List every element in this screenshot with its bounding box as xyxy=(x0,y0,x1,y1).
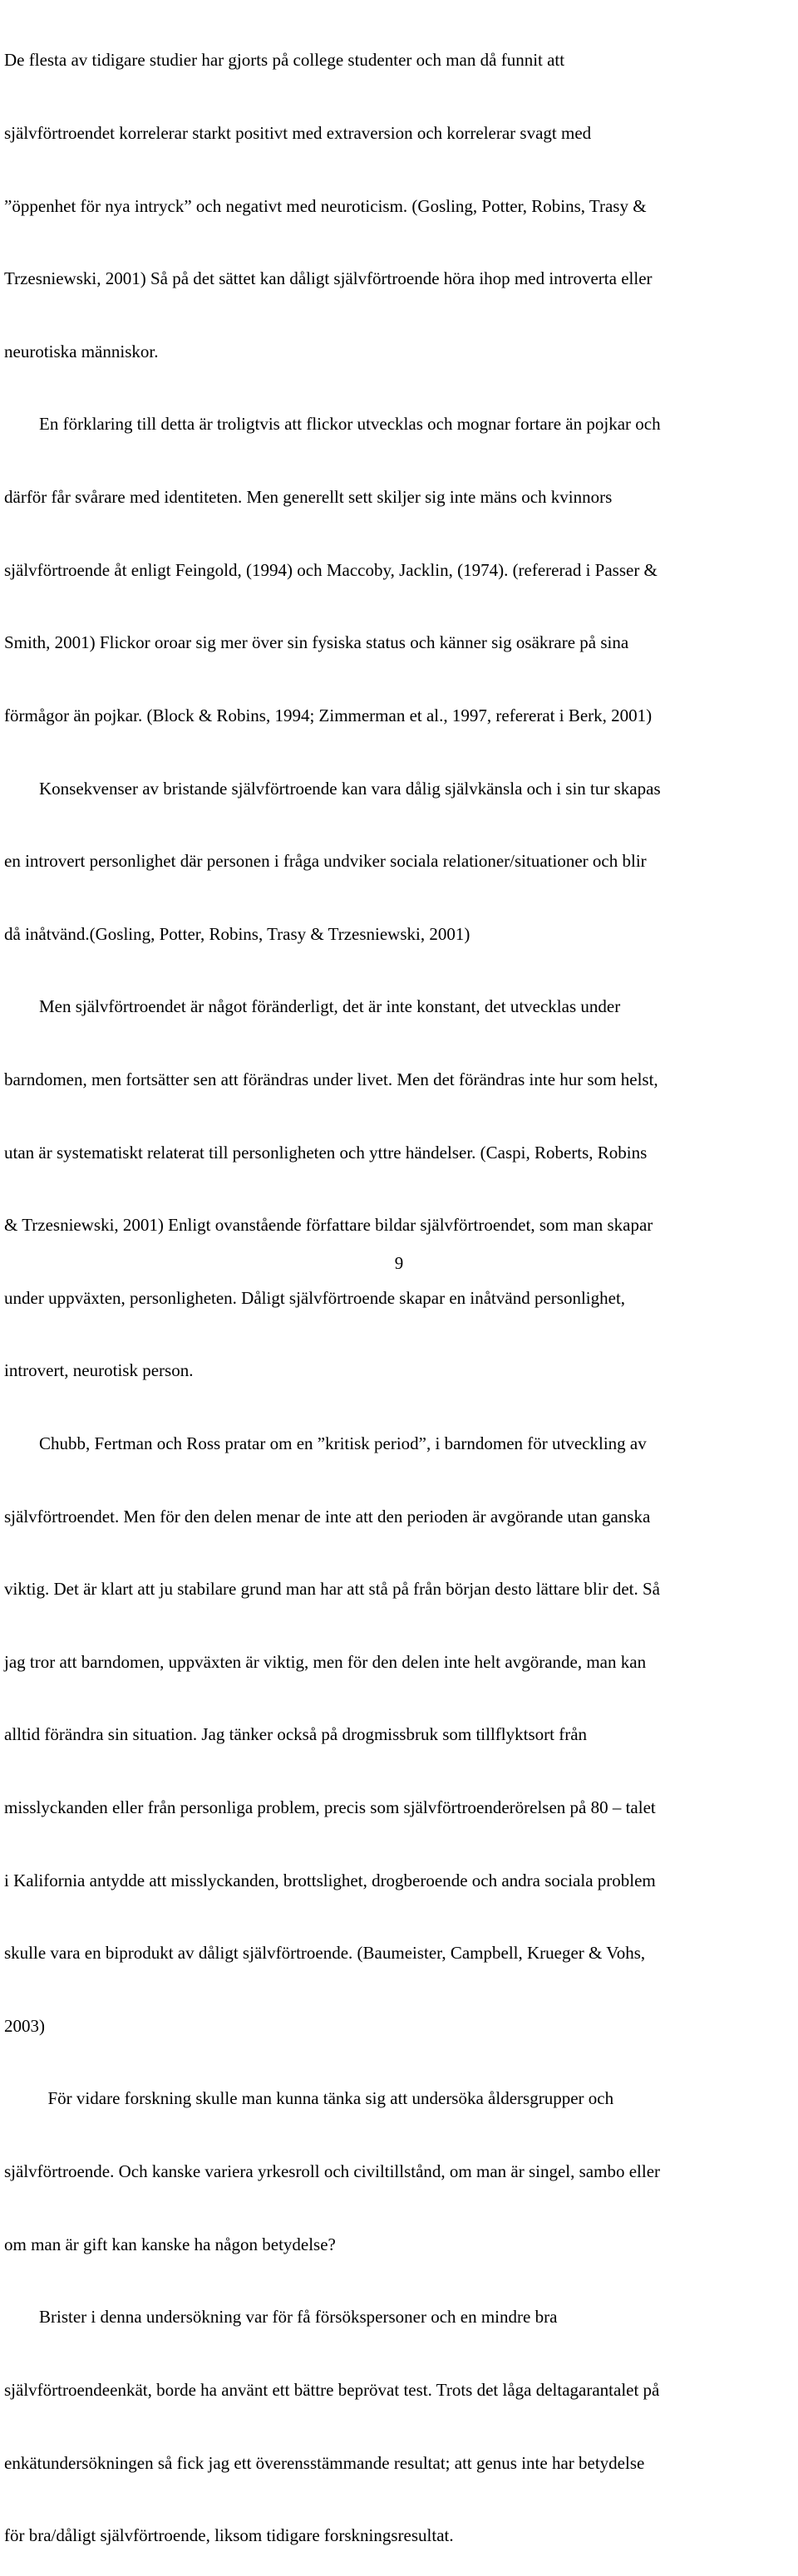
text-line: misslyckanden eller från personliga problem, precis som självförtroenderörelsen på 80 – talet xyxy=(4,1797,656,1818)
text-line: då inåtvänd.(Gosling, Potter, Robins, Trasy & Trzesniewski, 2001) xyxy=(4,923,470,944)
page-number: 9 xyxy=(394,1253,404,1273)
text-line: viktig. Det är klart att ju stabilare grund man har att stå på från början desto lättare blir det. Så xyxy=(4,1579,660,1600)
text-line: & Trzesniewski, 2001) Enligt ovanstående författare bildar självförtroendet, som man skapar xyxy=(4,1215,653,1236)
text-line: självförtroendet. Men för den delen menar de inte att den perioden är avgörande utan ganska xyxy=(4,1506,651,1526)
text-line: Konsekvenser av bristande självförtroende kan vara dålig självkänsla och i sin tur skapas xyxy=(4,778,661,799)
text-line: introvert, neurotisk person. xyxy=(4,1360,194,1381)
text-line: en introvert personlighet där personen i fråga undviker sociala relationer/situationer och blir xyxy=(4,851,647,872)
text-line: Smith, 2001) Flickor oroar sig mer över sin fysiska status och känner sig osäkrare på sina xyxy=(4,632,629,653)
text-line: För vidare forskning skulle man kunna tänka sig att undersöka åldersgrupper och xyxy=(4,2088,614,2109)
text-line: om man är gift kan kanske ha någon betydelse? xyxy=(4,2234,336,2254)
text-line: självförtroende. Och kanske variera yrkesroll och civiltillstånd, om man är singel, sambo eller xyxy=(4,2161,661,2182)
text-line: Chubb, Fertman och Ross pratar om en ”kritisk period”, i barndomen för utveckling av xyxy=(4,1433,647,1453)
text-line: En förklaring till detta är troligtvis att flickor utvecklas och mognar fortare än pojkar och xyxy=(4,414,661,435)
text-line: ”öppenhet för nya intryck” och negativt med neuroticism. (Gosling, Potter, Robins, Trasy & xyxy=(4,195,647,216)
document-page xyxy=(4,0,796,2546)
text-line: Brister i denna undersökning var för få försökspersoner och en mindre bra xyxy=(4,2307,558,2328)
text-line: självförtroendeenkät, borde ha använt ett bättre beprövat test. Trots det låga deltagarantalet på xyxy=(4,2379,660,2400)
text-line: De flesta av tidigare studier har gjorts på college studenter och man då funnit att xyxy=(4,50,565,71)
text-line: Trzesniewski, 2001) Så på det sättet kan dåligt självförtroende höra ihop med introverta eller xyxy=(4,268,653,289)
text-line: självförtroende åt enligt Feingold, (1994) och Maccoby, Jacklin, (1974). (refererad i Passer & xyxy=(4,559,658,580)
body-text xyxy=(4,0,796,2576)
text-line: Men självförtroendet är något föränderligt, det är inte konstant, det utvecklas under xyxy=(4,996,621,1017)
text-line: för bra/dåligt självförtroende, liksom tidigare forskningsresultat. xyxy=(4,2525,454,2546)
text-line: självförtroendet korrelerar starkt positivt med extraversion och korrelerar svagt med xyxy=(4,123,592,144)
text-line: neurotiska människor. xyxy=(4,341,159,361)
text-line: under uppväxten, personligheten. Dåligt självförtroende skapar en inåtvänd personlighet, xyxy=(4,1287,626,1308)
text-line: i Kalifornia antydde att misslyckanden, brottslighet, drogberoende och andra sociala problem xyxy=(4,1870,656,1890)
text-line: 2003) xyxy=(4,2015,45,2036)
text-line: förmågor än pojkar. (Block & Robins, 1994; Zimmerman et al., 1997, refererat i Berk, 2001) xyxy=(4,705,653,725)
text-line: barndomen, men fortsätter sen att förändras under livet. Men det förändras inte hur som helst, xyxy=(4,1069,658,1089)
text-line: jag tror att barndomen, uppväxten är viktig, men för den delen inte helt avgörande, man kan xyxy=(4,1651,647,1672)
text-line: utan är systematiskt relaterat till personligheten och yttre händelser. (Caspi, Roberts, Robins xyxy=(4,1142,648,1163)
text-line: skulle vara en biprodukt av dåligt självförtroende. (Baumeister, Campbell, Krueger & Vohs, xyxy=(4,1943,646,1964)
text-line: alltid förändra sin situation. Jag tänker också på drogmissbruk som tillflyktsort från xyxy=(4,1724,588,1745)
text-line: enkätundersökningen så fick jag ett överensstämmande resultat; att genus inte har betydelse xyxy=(4,2452,645,2473)
text-line: därför får svårare med identiteten. Men generellt sett skiljer sig inte mäns och kvinnors xyxy=(4,487,613,508)
